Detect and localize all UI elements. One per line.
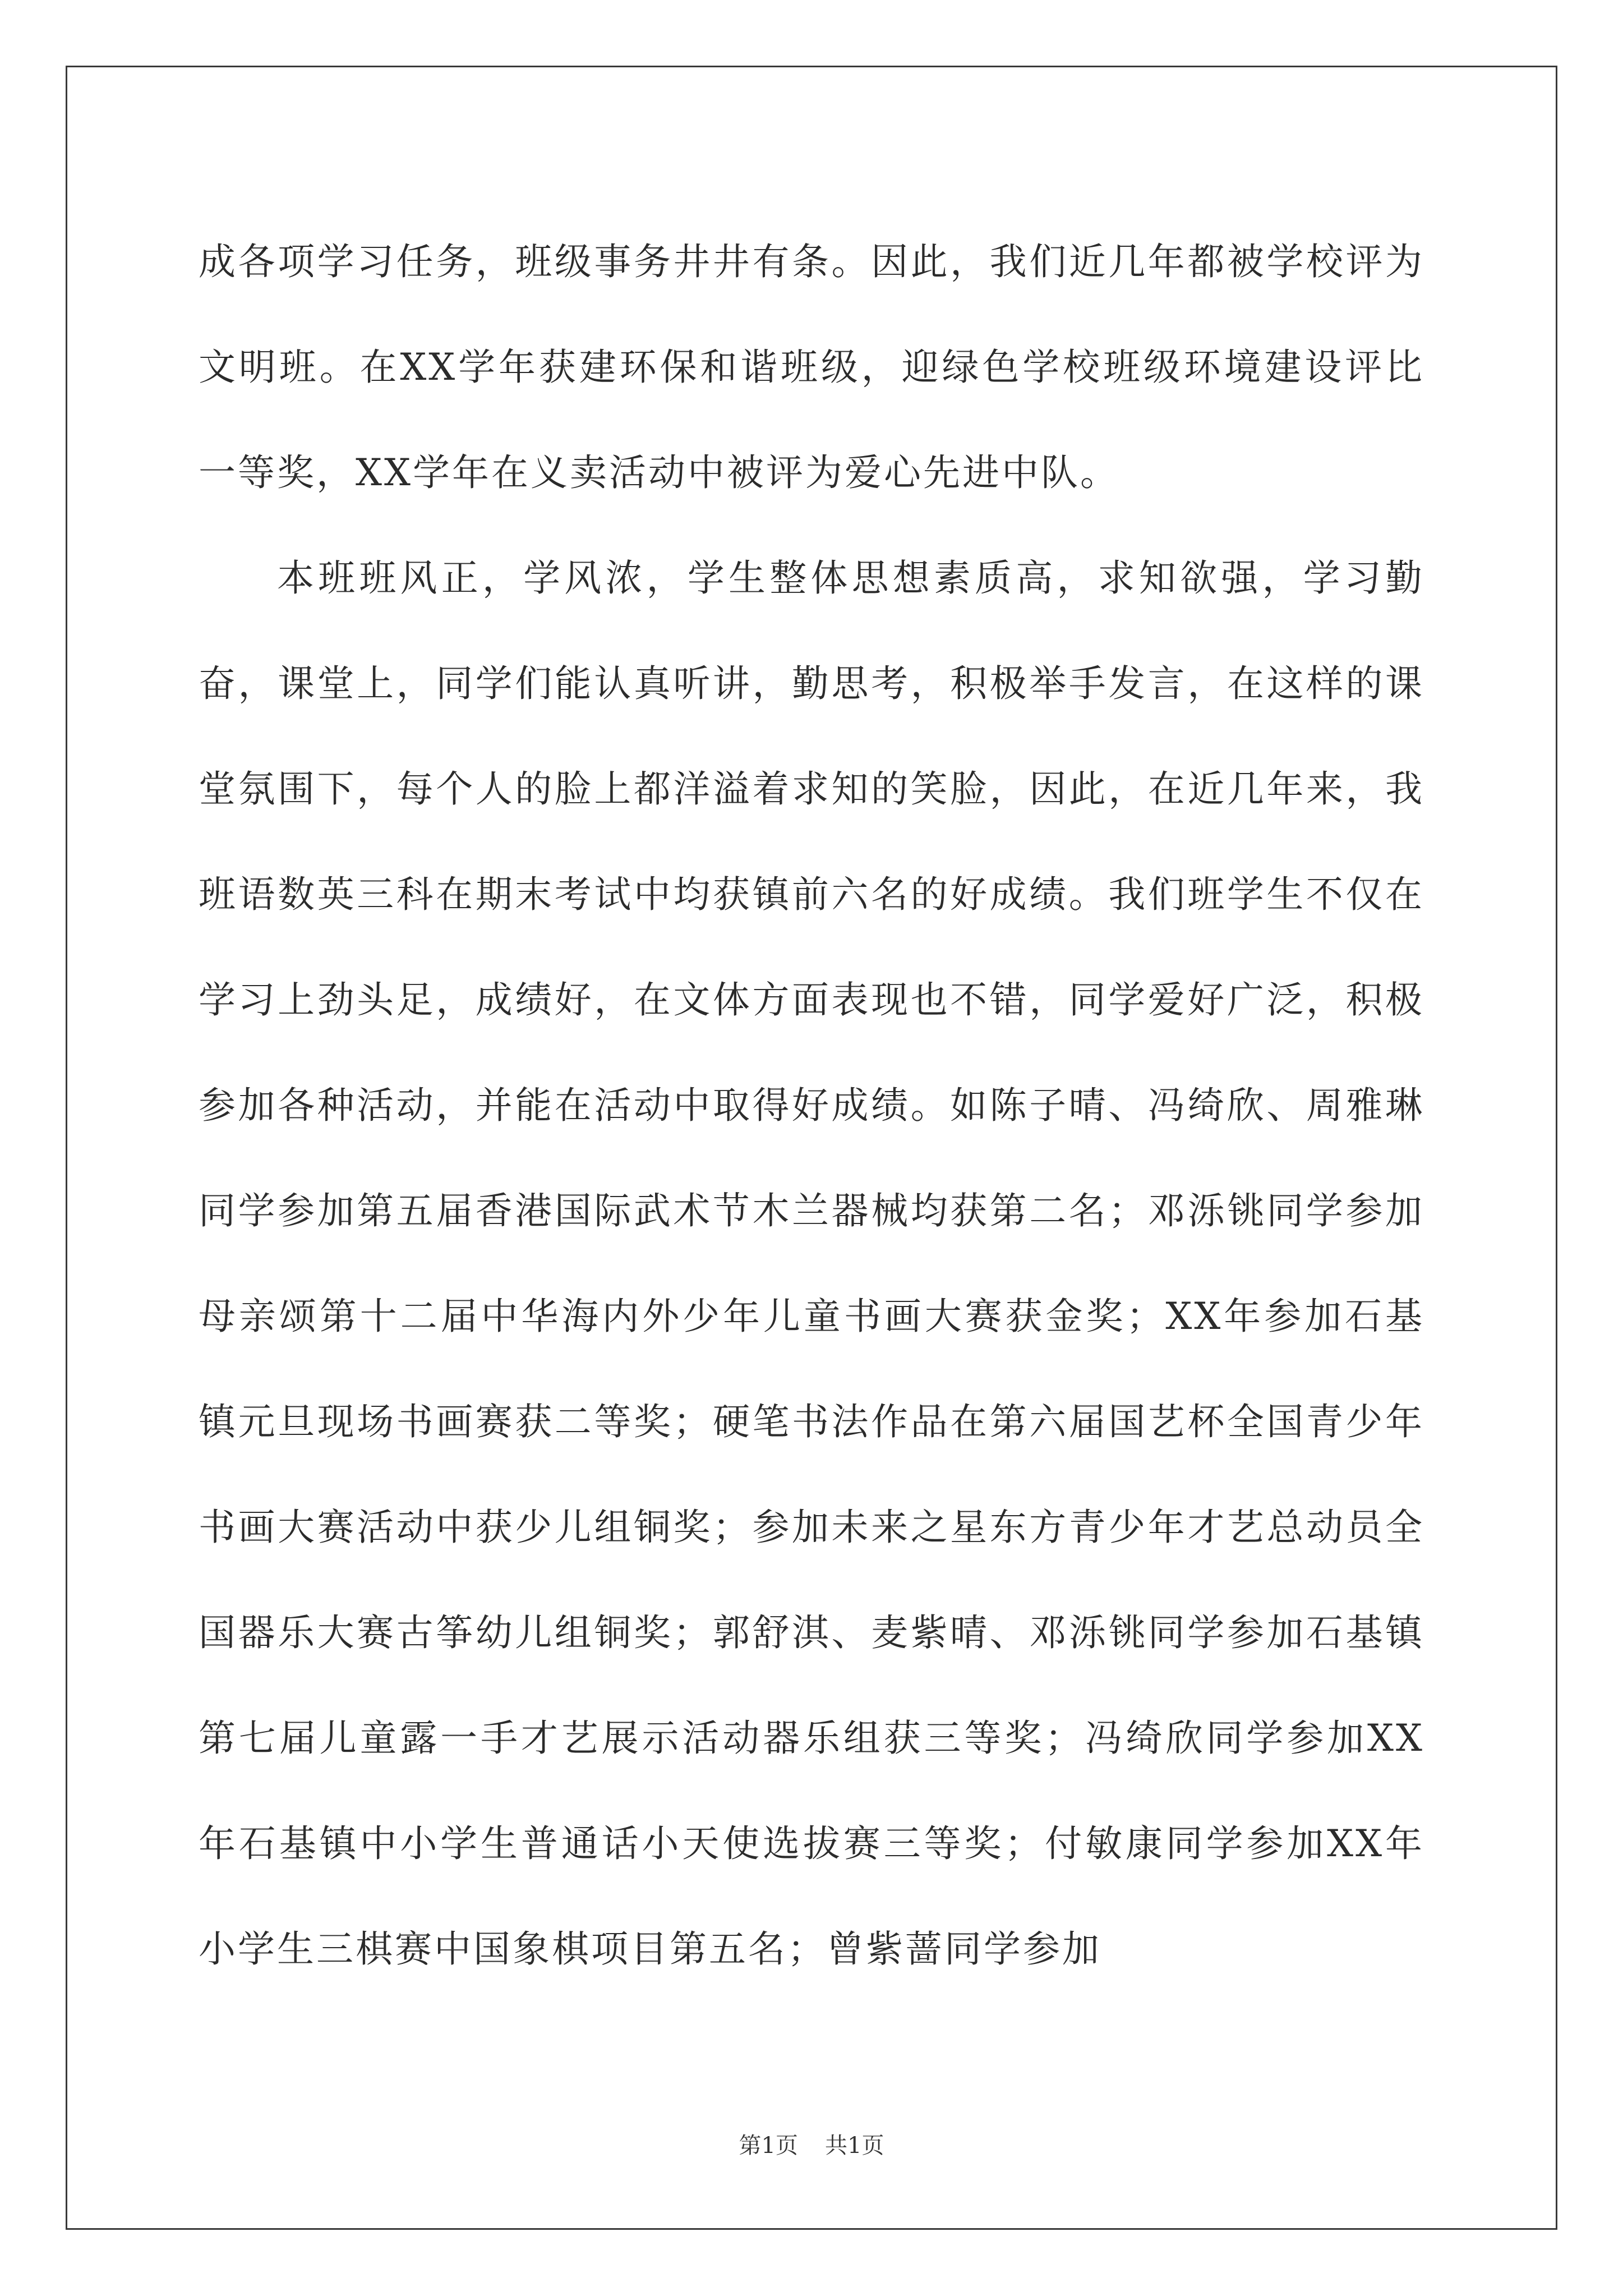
page-number-current: 第1页 <box>739 2133 798 2159</box>
page-footer <box>0 2132 1623 2160</box>
paragraph-1: 成各项学习任务，班级事务井井有条。因此，我们近几年都被学校评为文明班。在XX学年获建环保和谐班级，迎绿色学校班级环境建设评比一等奖，XX学年在义卖活动中被评为爱心先进中队。 <box>199 240 1424 494</box>
document-body <box>199 209 1424 2002</box>
paragraph-2: 本班班风正，学风浓，学生整体思想素质高，求知欲强，学习勤奋，课堂上，同学们能认真听讲，勤思考，积极举手发言，在这样的课堂氛围下，每个人的脸上都洋溢着求知的笑脸，因此，在近几年来，我班语数英三科在期末考试中均获镇前六名的好成绩。我们班学生不仅在学习上劲头足，成绩好，在文体方面表现也不错，同学爱好广泛，积极参加各种活动，并能在活动中取得好成绩。如陈子晴、冯绮欣、周雅琳同学参加第五届香港国际武术节木兰器械均获第二名；邓泺铫同学参加母亲颂第十二届中华海内外少年儿童书画大赛获金奖；XX年参加石基镇元旦现场书画赛获二等奖；硬笔书法作品在第六届国艺杯全国青少年书画大赛活动中获少儿组铜奖；参加未来之星东方青少年才艺总动员全国器乐大赛古筝幼儿组铜奖；郭舒淇、麦紫晴、邓泺铫同学参加石基镇第七届儿童露一手才艺展示活动器乐组获三等奖；冯绮欣同学参加XX年石基镇中小学生普通话小天使选拔赛三等奖；付敏康同学参加XX年小学生三棋赛中国象棋项目第五名；曾紫蔷同学参加 <box>199 556 1424 1971</box>
page-number-total: 共1页 <box>825 2133 884 2159</box>
